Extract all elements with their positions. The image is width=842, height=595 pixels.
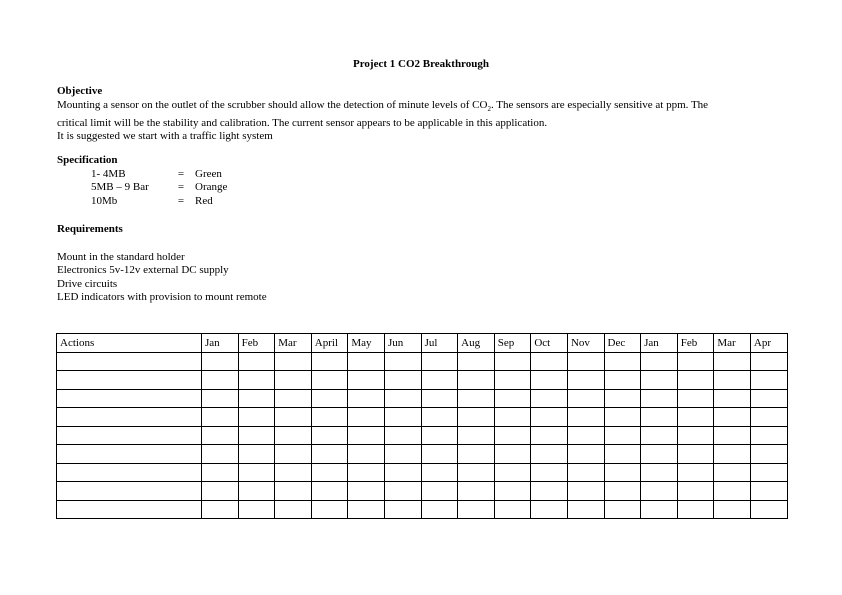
month-cell[interactable]: [567, 482, 604, 501]
month-cell[interactable]: [567, 445, 604, 464]
spec-equals: =: [177, 167, 185, 180]
month-cell[interactable]: [238, 389, 275, 408]
month-cell[interactable]: [202, 389, 239, 408]
month-cell[interactable]: [421, 352, 458, 371]
table-row: [57, 389, 788, 408]
month-cell[interactable]: [311, 482, 348, 501]
specification-section: [57, 154, 227, 209]
month-cell[interactable]: [714, 482, 751, 501]
month-cell[interactable]: [567, 500, 604, 519]
month-cell[interactable]: [275, 371, 312, 390]
month-cell[interactable]: [750, 389, 787, 408]
month-cell[interactable]: [677, 352, 714, 371]
month-cell[interactable]: [641, 482, 678, 501]
column-header-actions: Actions: [57, 334, 202, 353]
table-row: [57, 482, 788, 501]
month-cell[interactable]: [238, 371, 275, 390]
month-cell[interactable]: [202, 352, 239, 371]
spec-range: 5MB – 9 Bar: [91, 181, 149, 194]
list-item: LED indicators with provision to mount remote: [57, 291, 267, 304]
table-row: [57, 426, 788, 445]
month-cell[interactable]: [750, 500, 787, 519]
month-cell[interactable]: [494, 463, 531, 482]
spec-color: Orange: [195, 181, 228, 194]
column-header-month: Apr: [750, 334, 787, 353]
month-cell[interactable]: [311, 445, 348, 464]
table-row: [57, 445, 788, 464]
month-cell[interactable]: [202, 445, 239, 464]
month-cell[interactable]: [238, 426, 275, 445]
month-cell[interactable]: [275, 426, 312, 445]
month-cell[interactable]: [677, 482, 714, 501]
action-cell[interactable]: [57, 371, 202, 390]
month-cell[interactable]: [750, 482, 787, 501]
month-cell[interactable]: [604, 463, 641, 482]
table-row: [57, 500, 788, 519]
month-cell[interactable]: [348, 352, 385, 371]
objective-line-3: It is suggested we start with a traffic light system: [57, 130, 273, 143]
month-cell[interactable]: [567, 426, 604, 445]
month-cell[interactable]: [641, 500, 678, 519]
month-cell[interactable]: [604, 371, 641, 390]
spec-row: [57, 181, 227, 195]
action-cell[interactable]: [57, 463, 202, 482]
month-cell[interactable]: [677, 463, 714, 482]
month-cell[interactable]: [641, 408, 678, 427]
page-title: Project 1 CO2 Breakthrough: [353, 58, 489, 70]
month-cell[interactable]: [677, 389, 714, 408]
month-cell[interactable]: [531, 445, 568, 464]
month-cell[interactable]: [531, 389, 568, 408]
month-cell[interactable]: [202, 500, 239, 519]
column-header-month: Dec: [604, 334, 641, 353]
month-cell[interactable]: [567, 371, 604, 390]
action-cell[interactable]: [57, 445, 202, 464]
month-cell[interactable]: [311, 352, 348, 371]
column-header-month: Jun: [384, 334, 421, 353]
column-header-month: Jan: [202, 334, 239, 353]
month-cell[interactable]: [714, 445, 751, 464]
month-cell[interactable]: [348, 482, 385, 501]
month-cell[interactable]: [458, 500, 495, 519]
month-cell[interactable]: [750, 408, 787, 427]
month-cell[interactable]: [750, 463, 787, 482]
co2-subscript: 2: [487, 104, 491, 113]
column-header-month: Nov: [567, 334, 604, 353]
column-header-month: Feb: [238, 334, 275, 353]
month-cell[interactable]: [275, 408, 312, 427]
month-cell[interactable]: [677, 371, 714, 390]
month-cell[interactable]: [531, 463, 568, 482]
month-cell[interactable]: [494, 371, 531, 390]
month-cell[interactable]: [714, 500, 751, 519]
month-cell[interactable]: [604, 500, 641, 519]
month-cell[interactable]: [384, 352, 421, 371]
table-row: [57, 463, 788, 482]
month-cell[interactable]: [714, 463, 751, 482]
specification-heading: Specification: [57, 154, 118, 166]
month-cell[interactable]: [677, 445, 714, 464]
month-cell[interactable]: [714, 426, 751, 445]
month-cell[interactable]: [384, 463, 421, 482]
month-cell[interactable]: [202, 426, 239, 445]
month-cell[interactable]: [531, 352, 568, 371]
spec-color: Green: [195, 167, 222, 180]
month-cell[interactable]: [238, 408, 275, 427]
objective-line-2: critical limit will be the stability and calibration. The current sensor appears to be applicable in this application.: [57, 116, 548, 129]
month-cell[interactable]: [677, 426, 714, 445]
month-cell[interactable]: [458, 352, 495, 371]
action-cell[interactable]: [57, 352, 202, 371]
requirements-heading: Requirements: [57, 223, 123, 235]
month-cell[interactable]: [384, 445, 421, 464]
spec-range: 10Mb: [91, 195, 118, 208]
month-cell[interactable]: [348, 426, 385, 445]
month-cell[interactable]: [421, 463, 458, 482]
month-cell[interactable]: [348, 389, 385, 408]
month-cell[interactable]: [384, 426, 421, 445]
month-cell[interactable]: [750, 352, 787, 371]
list-item: Electronics 5v-12v external DC supply: [57, 264, 229, 277]
month-cell[interactable]: [714, 408, 751, 427]
month-cell[interactable]: [202, 408, 239, 427]
month-cell[interactable]: [421, 482, 458, 501]
month-cell[interactable]: [238, 482, 275, 501]
month-cell[interactable]: [384, 408, 421, 427]
month-cell[interactable]: [567, 352, 604, 371]
month-cell[interactable]: [348, 500, 385, 519]
table-row: [57, 352, 788, 371]
month-cell[interactable]: [567, 408, 604, 427]
month-cell[interactable]: [275, 482, 312, 501]
month-cell[interactable]: [641, 463, 678, 482]
month-cell[interactable]: [384, 500, 421, 519]
month-cell[interactable]: [384, 371, 421, 390]
month-cell[interactable]: [348, 408, 385, 427]
month-cell[interactable]: [641, 389, 678, 408]
column-header-month: Sep: [494, 334, 531, 353]
month-cell[interactable]: [384, 482, 421, 501]
column-header-month: April: [311, 334, 348, 353]
month-cell[interactable]: [677, 500, 714, 519]
month-cell[interactable]: [202, 371, 239, 390]
objective-line-1b: . The sensors are especially sensitive at ppm. The: [490, 98, 709, 111]
month-cell[interactable]: [531, 371, 568, 390]
month-cell[interactable]: [384, 389, 421, 408]
month-cell[interactable]: [421, 445, 458, 464]
month-cell[interactable]: [494, 482, 531, 501]
month-cell[interactable]: [677, 408, 714, 427]
requirements-section: [57, 223, 267, 305]
month-cell[interactable]: [604, 352, 641, 371]
month-cell[interactable]: [458, 389, 495, 408]
action-cell[interactable]: [57, 482, 202, 501]
month-cell[interactable]: [604, 426, 641, 445]
month-cell[interactable]: [311, 371, 348, 390]
column-header-month: Mar: [714, 334, 751, 353]
list-item: Drive circuits: [57, 277, 118, 290]
spec-row: [57, 195, 227, 209]
spec-range: 1- 4MB: [91, 167, 126, 180]
table-body: [57, 352, 788, 519]
month-cell[interactable]: [641, 426, 678, 445]
month-cell[interactable]: [531, 482, 568, 501]
action-cell[interactable]: [57, 426, 202, 445]
month-cell[interactable]: [275, 352, 312, 371]
month-cell[interactable]: [494, 500, 531, 519]
month-cell[interactable]: [458, 371, 495, 390]
month-cell[interactable]: [494, 352, 531, 371]
month-cell[interactable]: [750, 426, 787, 445]
spec-color: Red: [195, 195, 213, 208]
spec-row: [57, 168, 227, 182]
month-cell[interactable]: [238, 445, 275, 464]
month-cell[interactable]: [567, 389, 604, 408]
month-cell[interactable]: [311, 426, 348, 445]
table-row: [57, 408, 788, 427]
month-cell[interactable]: [494, 426, 531, 445]
month-cell[interactable]: [348, 463, 385, 482]
month-cell[interactable]: [604, 408, 641, 427]
month-cell[interactable]: [714, 352, 751, 371]
column-header-month: Jan: [641, 334, 678, 353]
month-cell[interactable]: [311, 463, 348, 482]
action-cell[interactable]: [57, 500, 202, 519]
month-cell[interactable]: [348, 371, 385, 390]
requirements-list: [57, 251, 267, 305]
month-cell[interactable]: [494, 389, 531, 408]
column-header-month: Jul: [421, 334, 458, 353]
month-cell[interactable]: [458, 482, 495, 501]
month-cell[interactable]: [641, 445, 678, 464]
month-cell[interactable]: [604, 389, 641, 408]
list-item: Mount in the standard holder: [57, 250, 185, 263]
column-header-month: Oct: [531, 334, 568, 353]
month-cell[interactable]: [311, 500, 348, 519]
column-header-month: Feb: [677, 334, 714, 353]
month-cell[interactable]: [531, 500, 568, 519]
month-cell[interactable]: [750, 371, 787, 390]
month-cell[interactable]: [458, 408, 495, 427]
month-cell[interactable]: [275, 463, 312, 482]
month-cell[interactable]: [421, 408, 458, 427]
spec-equals: =: [177, 195, 185, 208]
month-cell[interactable]: [604, 482, 641, 501]
objective-heading: Objective: [57, 85, 103, 97]
month-cell[interactable]: [531, 426, 568, 445]
month-cell[interactable]: [311, 408, 348, 427]
column-header-month: May: [348, 334, 385, 353]
month-cell[interactable]: [238, 352, 275, 371]
month-cell[interactable]: [421, 500, 458, 519]
spec-equals: =: [177, 181, 185, 194]
month-cell[interactable]: [275, 389, 312, 408]
actions-table: [56, 333, 788, 519]
month-cell[interactable]: [750, 445, 787, 464]
action-cell[interactable]: [57, 389, 202, 408]
month-cell[interactable]: [238, 500, 275, 519]
month-cell[interactable]: [421, 371, 458, 390]
objective-line-1: Mounting a sensor on the outlet of the scrubber should allow the detection of minute levels of CO: [57, 98, 488, 111]
column-header-month: Aug: [458, 334, 495, 353]
column-header-month: Mar: [275, 334, 312, 353]
action-cell[interactable]: [57, 408, 202, 427]
month-cell[interactable]: [641, 352, 678, 371]
month-cell[interactable]: [714, 371, 751, 390]
month-cell[interactable]: [458, 463, 495, 482]
objective-section: [57, 85, 777, 144]
month-cell[interactable]: [348, 445, 385, 464]
month-cell[interactable]: [494, 408, 531, 427]
month-cell[interactable]: [202, 482, 239, 501]
month-cell[interactable]: [275, 445, 312, 464]
objective-text: [57, 99, 777, 144]
month-cell[interactable]: [421, 426, 458, 445]
month-cell[interactable]: [531, 408, 568, 427]
month-cell[interactable]: [421, 389, 458, 408]
table-header-row: [57, 334, 788, 353]
month-cell[interactable]: [458, 445, 495, 464]
month-cell[interactable]: [714, 389, 751, 408]
month-cell[interactable]: [604, 445, 641, 464]
month-cell[interactable]: [641, 371, 678, 390]
month-cell[interactable]: [202, 463, 239, 482]
month-cell[interactable]: [238, 463, 275, 482]
month-cell[interactable]: [311, 389, 348, 408]
month-cell[interactable]: [458, 426, 495, 445]
table-row: [57, 371, 788, 390]
month-cell[interactable]: [275, 500, 312, 519]
month-cell[interactable]: [567, 463, 604, 482]
month-cell[interactable]: [494, 445, 531, 464]
